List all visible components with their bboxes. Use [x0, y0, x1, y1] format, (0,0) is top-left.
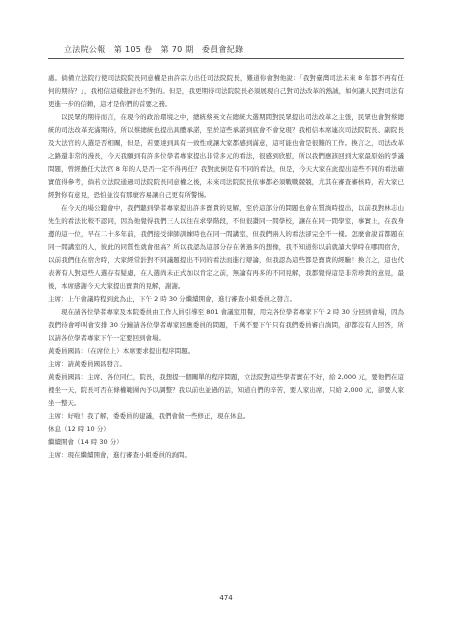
paragraph: 現在請各位學者專家及本院委員由工作人員引導至 801 會議室用餐，用完各位學者專家下午 2 時 30 分回到會場，因為我們待會呼叫會安排 30 分鐘請各位學者專家回應委員的問題，千萬不要下午只有我們委員審自詢問，卻都沒有人回答，所以請各位學者專家下午一定要回到會場。 [48, 308, 404, 342]
paragraph: 主席：上午會議時程到此為止，下午 2 時 30 分繼續開會，進行審查小組委員之發言。 [48, 295, 297, 303]
page-number: 474 [219, 594, 233, 602]
page-header: 立法院公報 第 105 卷 第 70 期 委員會紀錄 [64, 45, 244, 54]
paragraph: 主席：好啦！我了解，委委員的建議，我們會做一些修正，現在休息。 [48, 412, 250, 420]
paragraph: 在今天的場公聽會中，我們聽到學者專家提出許多寶貴的見解，至於這部分的問題也會在質詢時提出，以前我對林志山先生的看法比較不認同，因為他覺得我們三人以往在求學階段，不但很讚同一間學校，讓在在同一間學室，事實上，在我身邊的這一位，早在二十多年前，我們接受律師訓練時也在同一間講室，但我們兩人的看法卻完全不一樣。怎麼會說首都題在同一間講室的人，彼此的同質性就會很高？所以我認為這部分存在著過多的想像，我不知道你以前就讀大學時在哪間宿舍，以前我們住在宿舍時，大家經常針對不同議題提出不同的看法而進行辯論，但我認為這些都是寶貴的經驗！換言之，這也代表著有人對這些人選存有疑慮，在人選尚未正式加以肯定之前，無論有再多的不同見解，我都覺得這是非常珍貴的意見，最後，本席感謝今天大家提出寶貴的見解，謝謝。 [48, 204, 404, 290]
paragraph: 主席：請黃委員國昌發言。 [48, 360, 126, 368]
paragraph: 主席：現在繼續開會，進行審查小組委員的詢問。 [48, 451, 191, 459]
paragraph: 休息（12 時 10 分） [48, 425, 110, 433]
paragraph: 繼續開會（14 時 30 分） [48, 438, 123, 446]
header-rule [48, 58, 404, 59]
paragraph: 以民眾的期待而言，在現今的政治環境之中，總統蔡英文在總統大選期間對民眾提出司法改革之主張，民眾也會對蔡總統的司法改革充滿期待，所以蔡總統也提出具體承諾，至於這些承諾到底會不會兌現？我相信本席連次司法院院長、副院長及大法官的人選是否相關，但是，若要達到具有一致性或讓大家都感到滿意，這可能也會是很難的工作。換言之，司法改革之路還非常的漫長，今天我願到有許多位學者專家提出非常多元的看法，很感到欣慰，所以我們應該回到大家最原始的爭議問題，曾經擔任大法官 8 年的人是否一定不得再任？我對此倒是有不同的看法，但是，今天大家在此提出這些不同的看法確實值得參考，倘若立法院通過司法院院長同意權之後，未來司法院院長依事都必須戰戰兢兢，尤其在審查審核時，若大家已經對你有意見，恐怕並沒有那麼容易讓自己更有所警惕。 [48, 113, 404, 199]
document-body [48, 72, 404, 462]
paragraph: 黃委員國昌：主席、各位同仁，院長，我想提一個關單的程序問題，立法院對這些學者實在不好，給 2,000 元，要他們在這裡坐一天，院長可否在條權範圍內予以調整？我以前也並過的話，知道自們的辛苦，要人家出席，只給 2,000 元，卻要人家坐一整天。 [48, 373, 404, 407]
paragraph: 黃委員國昌：（在席位上）本席要求提出程序問題。 [48, 347, 195, 355]
paragraph: 處。倘備立法院行使司法院院長同意權是由許宗力出任司法院院長，難道你會對他說：「我對臺灣司法未來 8 年都不再有任何的期待？」，我相信這樣批評也不對的。但是，我更期待司法院院長必須展現自己對司法改革的熱誠，如何讓人民對司法有更進一步的信賴，這才是你們的首要之務。 [48, 74, 404, 108]
